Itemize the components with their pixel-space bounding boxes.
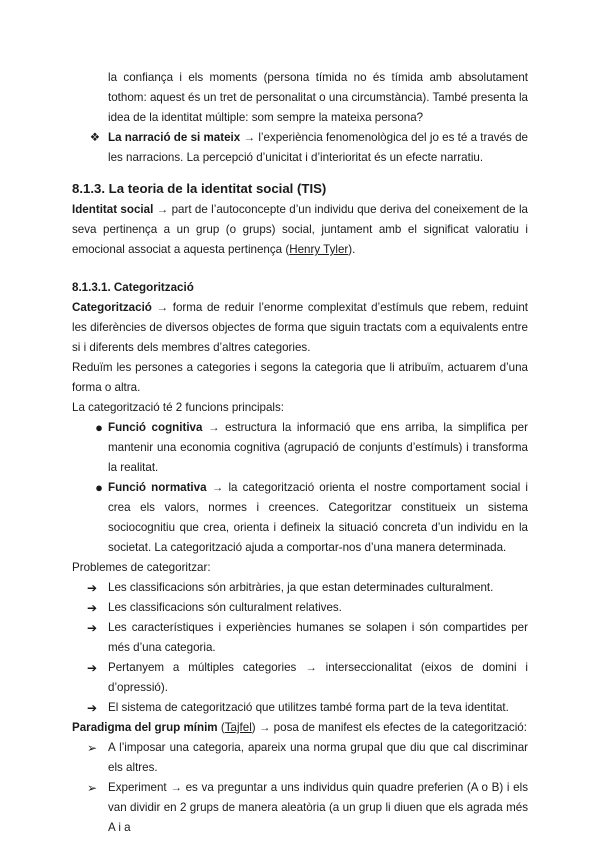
paradigma-grup-minim: Paradigma del grup mínim (Tajfel) → posa de manifest els efectes de la categorització:: [72, 721, 527, 734]
section-heading: 8.1.3. La teoria de la identitat social (TIS): [72, 181, 327, 196]
bullet-item-funcio-normativa: ● Funció normativa → la categorització orienta el nostre comportament social i crea els valors, normes i creences. Categoritzar constitueix un sistema sociocognitiu que crea, orienta i defineix la situació concreta d’un individu en la societat. La categorització ajuda a comportar-nos d’una manera determinada.: [72, 478, 528, 558]
term-narracio: La narració de si mateix: [108, 131, 241, 144]
definition-identitat-social: Identitat social → part de l’autoconcepte d’un individu que deriva del coneixement de la seva pertinença a un grup (o grups) social, juntament amb el significat valoratiu i emocional associat a aquesta pertinença (Henry Tyler).: [72, 203, 528, 256]
subsection-heading: 8.1.3.1. Categorització: [72, 281, 194, 294]
bullet-item-funcio-cognitiva: ● Funció cognitiva → estructura la informació que ens arriba, la simplifica per mantenir una economia cognitiva (agrupació de conjunts d’estímuls) i transforma la realitat.: [72, 418, 528, 478]
definition-categoritzacio: Categorització → forma de reduir l’enorme complexitat d’estímuls que rebem, reduint les diferències de diversos objectes de forma que siguin tractats com a equivalents entre si i diferents dels membres d’altres categories.: [72, 301, 528, 354]
triangle-arrow-bullet-icon: ➢: [86, 741, 98, 755]
diamond-bullet-icon: ❖: [89, 131, 101, 144]
paragraph-reduim: Reduïm les persones a categories i segons la categoria que li atribuïm, actuarem d’una forma o altra.: [72, 361, 528, 394]
term-funcio-cognitiva: Funció cognitiva: [108, 421, 203, 434]
term-categoritzacio: Categorització: [72, 301, 152, 314]
bullet-item-narracio: [72, 128, 528, 168]
narracio-text: → l’experiència fenomenològica del jo es té a través de les narracions. La percepció d’unicitat i d’interioritat és un efecte narratiu.: [108, 131, 528, 164]
dot-bullet-icon: ●: [95, 420, 103, 435]
list-item-problem: ➔ Les classificacions són culturalment relatives.: [72, 598, 528, 618]
arrow-bullet-icon: ➔: [86, 601, 98, 615]
arrow-bullet-icon: ➔: [86, 701, 98, 715]
arrow-bullet-icon: ➔: [86, 661, 98, 675]
triangle-arrow-bullet-icon: ➢: [86, 781, 98, 795]
dot-bullet-icon: ●: [95, 480, 103, 495]
list-item-problem: ➔ Les característiques i experiències humanes se solapen i són compartides per més d’una categoria.: [72, 618, 528, 658]
author-link-tajfel[interactable]: Tajfel: [224, 721, 252, 734]
term-identitat-social: Identitat social: [72, 203, 154, 216]
paragraph-funcions: La categorització té 2 funcions principals:: [72, 401, 285, 414]
list-item-problem: ➔ Les classificacions són arbitràries, ja que estan determinades culturalment.: [72, 578, 528, 598]
list-item-problem: ➔ El sistema de categorització que utilitzes també forma part de la teva identitat.: [72, 698, 528, 718]
arrow-bullet-icon: ➔: [86, 621, 98, 635]
author-link-henry-tyler[interactable]: Henry Tyler: [289, 243, 349, 256]
arrow-bullet-icon: ➔: [86, 581, 98, 595]
document-page: [72, 68, 528, 838]
list-item-paradigma: ➢ Experiment → es va preguntar a uns individus quin quadre preferien (A o B) i els van dividir en 2 grups de manera aleatòria (a un grup li diuen que els agrada més A i a: [72, 778, 528, 838]
list-item-paradigma: ➢ A l’imposar una categoria, apareix una norma grupal que diu que cal discriminar els altres.: [72, 738, 528, 778]
continued-paragraph: la confiança i els moments (persona tímida no és tímida amb absolutament tothom: aquest és un tret de personalitat o una circumstància). També presenta la idea de la identitat múltiple: som sempre la mateixa persona?: [108, 71, 528, 124]
term-funcio-normativa: Funció normativa: [108, 481, 207, 494]
list-item-problem: ➔ Pertanyem a múltiples categories → interseccionalitat (eixos de domini i d’opressió).: [72, 658, 528, 698]
problems-heading: Problemes de categoritzar:: [72, 561, 211, 574]
term-paradigma-grup-minim: Paradigma del grup mínim: [72, 721, 218, 734]
